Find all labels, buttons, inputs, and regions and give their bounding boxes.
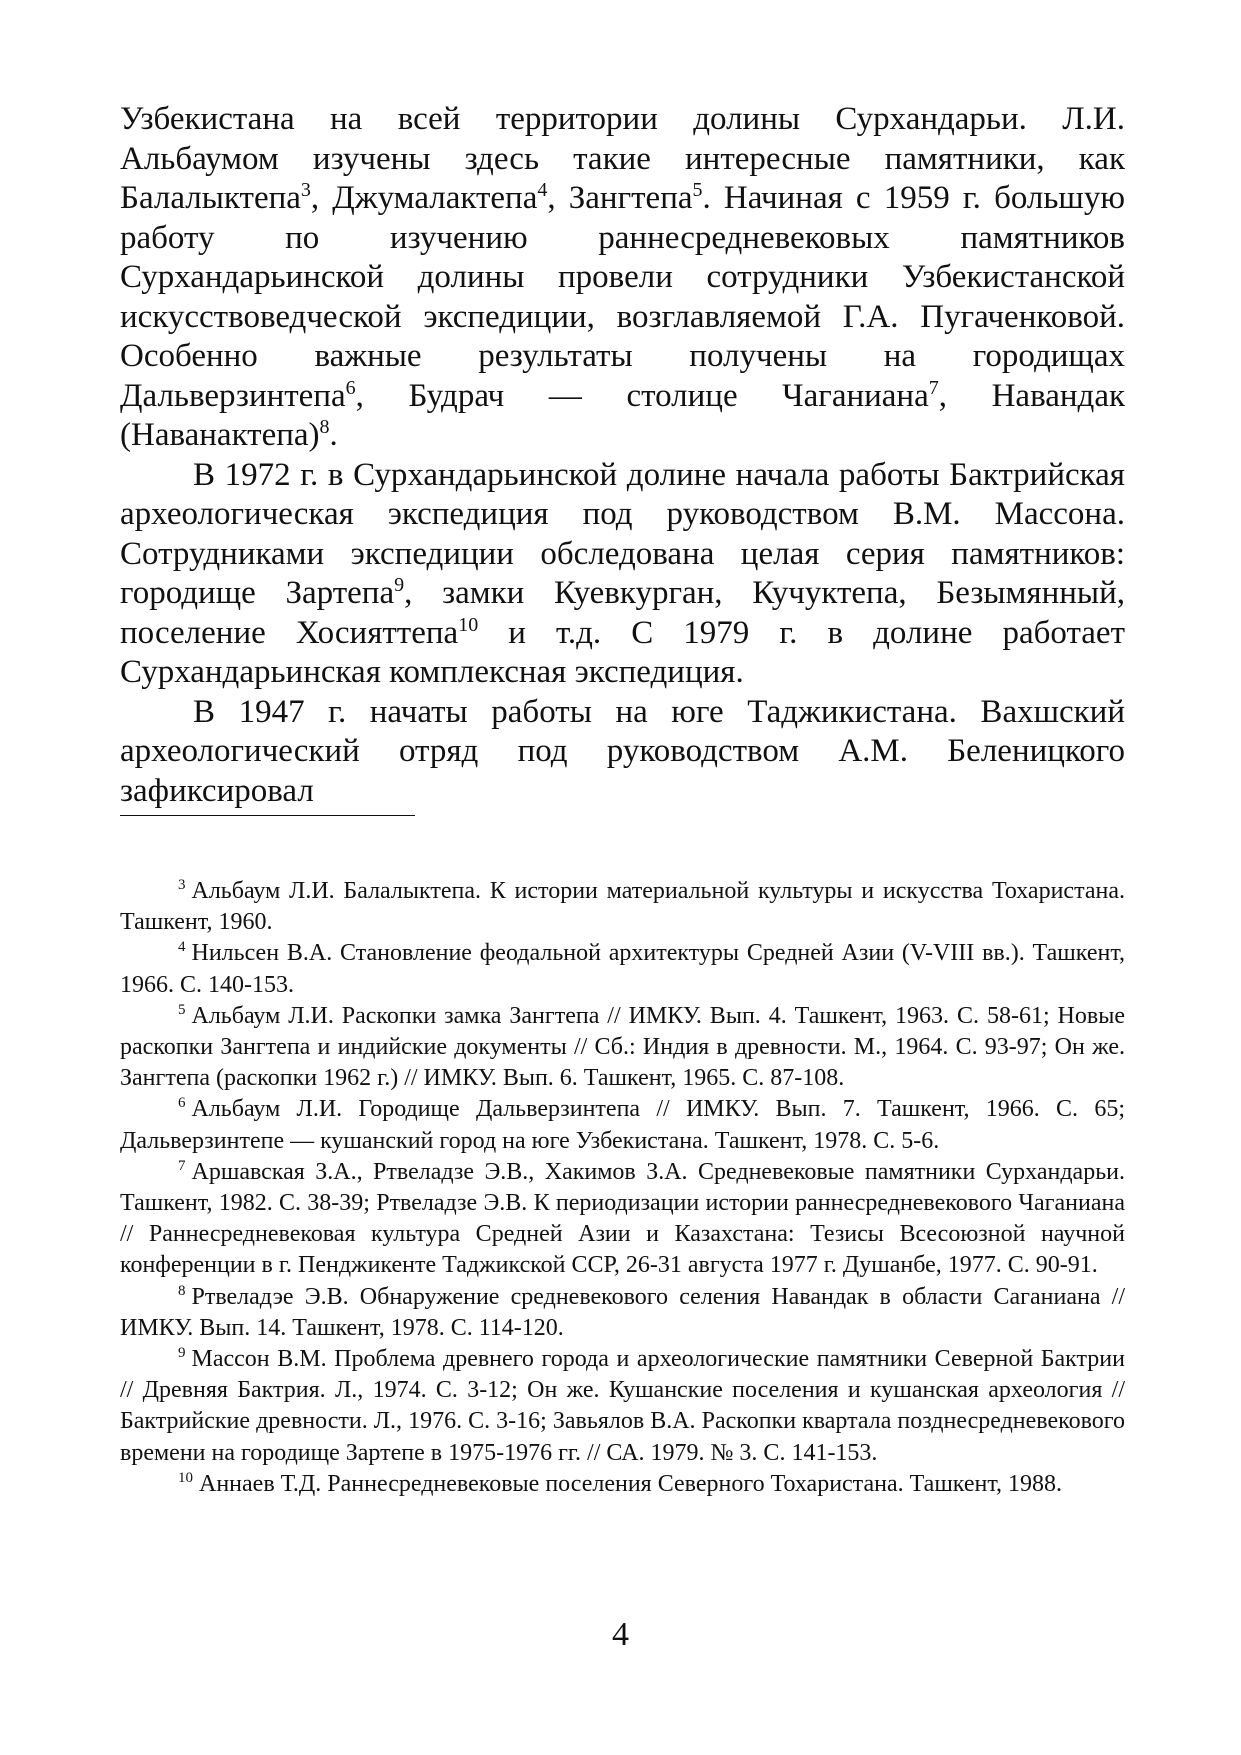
text-run: , Будрач — столице Чаганиана: [355, 377, 929, 414]
text-run: . Начиная с 1959 г. большую работу по изучению раннесредневековых памятников Сурхандарьинской долины провели сотрудники Узбекистанской искусствоведческой экспедиции, возглавляемой Г.А. Пугаченковой. Особенно важные результаты получены на городищах Дальверзинтепа: [120, 180, 1125, 414]
footnote-number: 5: [178, 1001, 186, 1018]
footnote-8: [120, 1282, 1125, 1344]
footnote-text: Аршавская З.А., Ртвеладзе Э.В., Хакимов З.А. Средневековые памятники Сурхандарьи. Ташкент, 1982. С. 38-39; Ртвеладзе Э.В. К периодизации истории раннесредневекового Чаганиана // Раннесредневековая культура Средней Азии и Казахстана: Тезисы Всесоюзной научной конференции в г. Пенджикенте Таджикской ССР, 26-31 августа 1977 г. Душанбе, 1977. С. 90-91.: [120, 1158, 1125, 1279]
footnote-number: 7: [178, 1157, 186, 1174]
text-run: , Джумалактепа: [310, 180, 538, 216]
text-run: , Навандак (Наванактепа): [120, 377, 1126, 453]
footnote-3: [120, 876, 1125, 938]
footnote-ref[interactable]: 9: [394, 574, 405, 596]
main-text: [120, 100, 1125, 811]
footnote-ref[interactable]: 7: [928, 376, 939, 399]
footnote-number: 6: [178, 1095, 186, 1112]
footnote-ref[interactable]: 3: [300, 179, 311, 201]
footnote-text: Ртвеладэе Э.В. Обнаружение средневекового селения Навандак в области Саганиана // ИМКУ. Вып. 14. Ташкент, 1978. С. 114-120.: [120, 1283, 1125, 1341]
footnote-ref[interactable]: 6: [345, 376, 356, 399]
text-run: Узбекистана на всей территории долины Сурхандарьи. Л.И. Альбаумом изучены здесь такие интересные памятники, как Балалыктепа: [120, 101, 1125, 216]
footnote-7: [120, 1157, 1125, 1282]
paragraph-1: [120, 100, 1125, 456]
footnote-number: 4: [178, 939, 186, 956]
footnote-separator: [120, 815, 415, 816]
text-run: и т.д. С 1979 г. в долине работает Сурхандарьинская комплексная экспедиция.: [120, 614, 1125, 690]
footnote-number: 9: [178, 1345, 186, 1362]
text-run: .: [329, 417, 338, 453]
footnote-number: 8: [178, 1282, 186, 1299]
footnote-number: 10: [178, 1469, 193, 1486]
paragraph-2: [120, 456, 1125, 693]
text-run: , Зангтепа: [547, 180, 693, 216]
footnote-9: [120, 1344, 1125, 1469]
footnote-ref[interactable]: 8: [319, 416, 330, 438]
text-run: , замки Куевкурган, Кучуктепа, Безымянный, поселение Хосияттепа: [120, 575, 1125, 651]
body-text: [120, 100, 1125, 811]
paragraph-3: В 1947 г. начаты работы на юге Таджикистана. Вахшский археологический отряд под руководством А.М. Беленицкого зафиксировал: [120, 693, 1125, 809]
footnote-text: Альбаум Л.И. Раскопки замка Зангтепа // ИМКУ. Вып. 4. Ташкент, 1963. С. 58-61; Новые раскопки Зангтепа и индийские документы // Сб.: Индия в древности. М., 1964. С. 93-97; Он же. Зангтепа (раскопки 1962 г.) // ИМКУ. Вып. 6. Ташкент, 1965. С. 87-108.: [120, 1002, 1125, 1092]
footnote-ref[interactable]: 4: [537, 179, 548, 201]
footnote-4: [120, 938, 1125, 1000]
footnote-ref[interactable]: 10: [458, 613, 479, 636]
page-number: 4: [612, 1616, 629, 1653]
text-run: В 1972 г. в Сурхандарьинской долине начала работы Бактрийская археологическая экспедиция под руководством В.М. Массона. Сотрудниками экспедиции обследована целая серия памятников: городище Зартепа: [120, 456, 1125, 611]
footnote-text: Аннаев Т.Д. Раннесредневековые поселения Северного Тохаристана. Ташкент, 1988.: [199, 1470, 1063, 1497]
footnote-ref[interactable]: 5: [692, 179, 703, 201]
footnote-6: [120, 1094, 1125, 1156]
footnote-number: 3: [178, 877, 186, 893]
footnote-text: Альбаум Л.И. Городище Дальверзинтепа // ИМКУ. Вып. 7. Ташкент, 1966. С. 65; Дальверзинтепе — кушанский город на юге Узбекистана. Ташкент, 1978. С. 5-6.: [120, 1096, 1125, 1154]
footnote-text: Нильсен В.А. Становление феодальной архитектуры Средней Азии (V-VIII вв.). Ташкент, 1966. С. 140-153.: [120, 940, 1125, 998]
footnote-text: Альбаум Л.И. Балалыктепа. К истории материальной культуры и искусства Тохаристана. Ташкент, 1960.: [120, 878, 1125, 936]
footnote-text: Массон В.М. Проблема древнего города и археологические памятники Северной Бактрии // Древняя Бактрия. Л., 1974. С. 3-12; Он же. Кушанские поселения и кушанская археология // Бактрийские древности. Л., 1976. С. 3-16; Завьялов В.А. Раскопки квартала позднесредневекового времени на городище Зартепе в 1975-1976 гг. // СА. 1979. № 3. С. 141-153.: [120, 1346, 1125, 1466]
footnote-5: [120, 1001, 1125, 1095]
footnotes: [120, 876, 1125, 1500]
footnote-10: [120, 1469, 1125, 1500]
